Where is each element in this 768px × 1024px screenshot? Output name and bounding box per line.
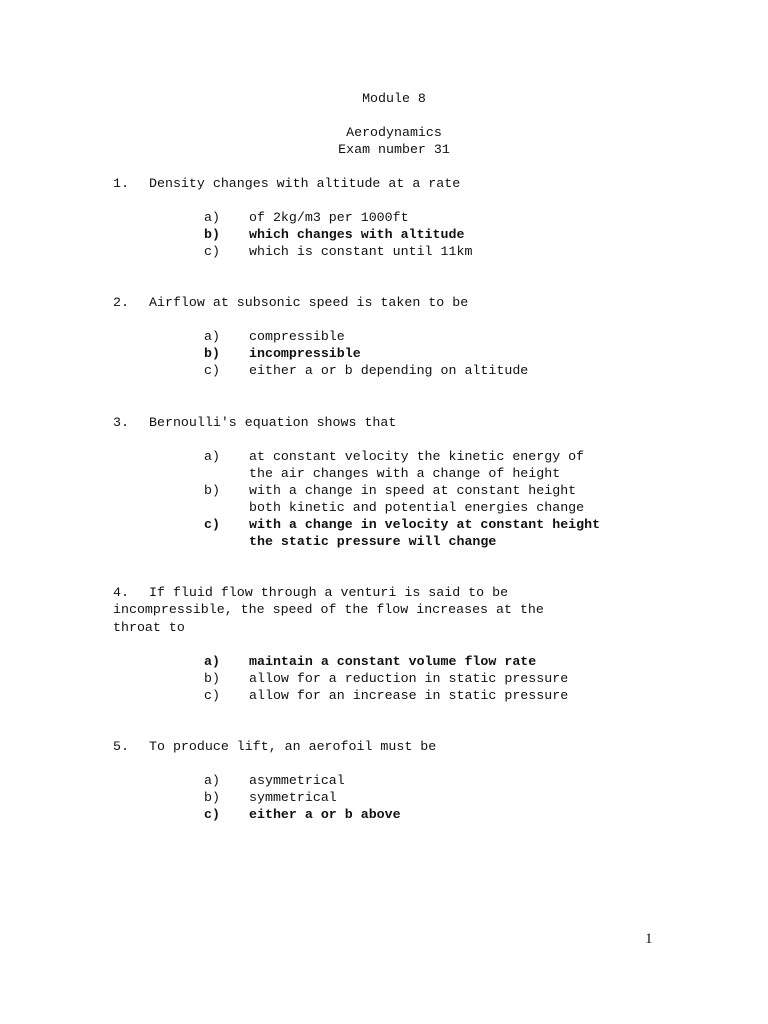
option-text: either a or b depending on altitude <box>249 363 529 378</box>
option-text: asymmetrical <box>249 773 345 788</box>
module-title: Module 8 <box>362 91 426 106</box>
option-text: symmetrical <box>249 790 337 805</box>
option-label: b) <box>204 671 220 686</box>
option-label: c) <box>204 363 220 378</box>
option-label: a) <box>204 329 220 344</box>
option-text: which is constant until 11km <box>249 244 473 259</box>
question-number: 1. <box>113 176 129 191</box>
option-text: allow for an increase in static pressure <box>249 688 569 703</box>
option-label: c) <box>204 688 220 703</box>
option-text: with a change in speed at constant height <box>249 483 577 498</box>
option-text: at constant velocity the kinetic energy of <box>249 449 585 464</box>
option-label: a) <box>204 654 220 669</box>
exam-number: Exam number 31 <box>338 142 450 157</box>
question-text-continued: incompressible, the speed of the flow increases at the <box>113 602 544 617</box>
option-text: either a or b above <box>249 807 401 822</box>
question-number: 5. <box>113 739 129 754</box>
option-text: maintain a constant volume flow rate <box>249 654 537 669</box>
option-label: b) <box>204 483 220 498</box>
question-text: Density changes with altitude at a rate <box>149 176 461 191</box>
option-text: of 2kg/m3 per 1000ft <box>249 210 409 225</box>
option-label: b) <box>204 790 220 805</box>
option-label: c) <box>204 517 220 532</box>
option-label: a) <box>204 210 220 225</box>
question-text: To produce lift, an aerofoil must be <box>149 739 437 754</box>
option-label: b) <box>204 346 220 361</box>
option-text: the air changes with a change of height <box>249 466 561 481</box>
subject-title: Aerodynamics <box>346 125 442 140</box>
option-text: compressible <box>249 329 345 344</box>
question-text: If fluid flow through a venturi is said to be <box>149 585 509 600</box>
page-number: 1 <box>645 931 653 947</box>
question-number: 4. <box>113 585 129 600</box>
option-text: with a change in velocity at constant height <box>249 517 601 532</box>
option-label: b) <box>204 227 220 242</box>
question-number: 3. <box>113 415 129 430</box>
option-label: a) <box>204 773 220 788</box>
option-text: allow for a reduction in static pressure <box>249 671 569 686</box>
option-text: which changes with altitude <box>249 227 465 242</box>
option-text: incompressible <box>249 346 361 361</box>
option-label: c) <box>204 244 220 259</box>
option-text: both kinetic and potential energies change <box>249 500 585 515</box>
question-text-continued: throat to <box>113 620 185 635</box>
question-text: Airflow at subsonic speed is taken to be <box>149 295 469 310</box>
question-number: 2. <box>113 295 129 310</box>
option-label: a) <box>204 449 220 464</box>
option-label: c) <box>204 807 220 822</box>
option-text: the static pressure will change <box>249 534 497 549</box>
question-text: Bernoulli's equation shows that <box>149 415 397 430</box>
